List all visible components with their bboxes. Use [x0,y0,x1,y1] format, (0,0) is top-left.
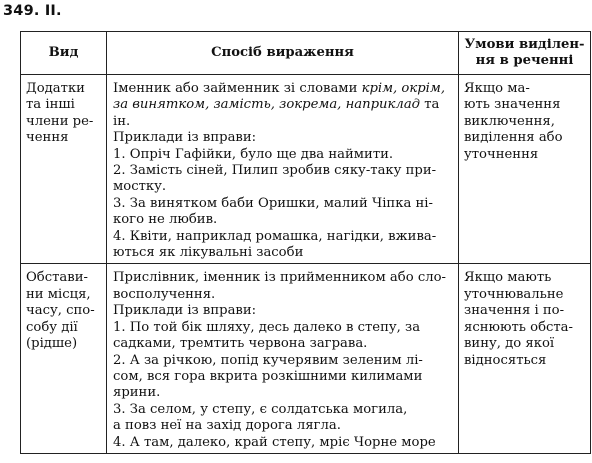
conditions-line: значення і по- [464,303,565,319]
conditions-line: уточнення [464,146,539,162]
header-conditions [459,32,591,75]
table-row [21,75,591,264]
examples-title: Приклади із вправи: [113,130,257,146]
kind-line: (рідше) [26,336,78,352]
example-line: 3. За винятком баби Оришки, малий Чіпка ні- [113,195,433,211]
conditions-line: відносяться [464,352,547,368]
header-kind: Вид [21,32,107,75]
conditions-line: уточнювальне [464,286,564,302]
example-line: сом, вся гора вкрита розкішними килимами [113,368,423,384]
method-keywords: за винятком, замість, зокрема, наприклад [113,97,421,113]
method-keywords: крім, окрім, [361,81,446,96]
example-line: ються як лікувальні засоби [113,245,304,261]
conditions-line: Якщо ма- [464,81,530,96]
example-line: 4. Квіти, наприклад ромашка, нагідки, вжива- [113,228,437,244]
header-method: Спосіб вираження [107,32,459,75]
kind-line: та інші [26,97,75,113]
conditions-cell [459,264,591,453]
table-header-row [21,32,591,75]
kind-line: чення [26,130,69,146]
method-line: восполучення. [113,286,216,302]
method-line: Прислівник, іменник із прийменником або сло- [113,270,446,286]
kind-line: Додатки [26,81,85,96]
conditions-line: вину, до якої [464,336,555,352]
example-line: садками, тремтить червона заграва. [113,336,368,352]
header-conditions-line: ня в реченні [475,53,574,68]
conditions-line: виключення, [464,113,555,129]
example-line: 1. Опріч Гафійки, було ще два наймити. [113,146,394,162]
example-line: а повз неї на захід дорога лягла. [113,418,341,434]
kind-line: Обстави- [26,270,88,286]
method-line [113,97,454,113]
conditions-line: виділення або [464,130,563,146]
examples-title: Приклади із вправи: [113,303,257,319]
exercise-number: 349. ІІ. [3,3,62,19]
method-line: ін. [113,113,131,129]
expression-table [20,31,591,454]
method-text: та [420,97,440,113]
conditions-line: яснюють обста- [464,319,574,335]
example-line: 3. За селом, у степу, є солдатська могила, [113,401,408,417]
method-cell [107,75,459,264]
example-line: ярини. [113,385,161,401]
method-cell [107,264,459,453]
example-line: мостку. [113,179,167,195]
conditions-cell [459,75,591,264]
kind-line: члени ре- [26,113,94,129]
header-conditions-line: Умови виділен- [464,36,585,52]
example-line: 1. По той бік шляху, десь далеко в степу, за [113,319,421,335]
kind-cell [21,75,107,264]
example-line: 2. А за річкою, попід кучерявим зеленим лі- [113,352,423,368]
example-line: 4. А там, далеко, край степу, мріє Чорне море [113,434,436,450]
example-line: кого не любив. [113,212,218,228]
method-line [113,81,454,97]
conditions-line: Якщо мають [464,270,552,286]
conditions-line: ють значення [464,97,561,113]
example-line: 2. Замість сіней, Пилип зробив сяку-таку при- [113,163,437,179]
kind-line: ни місця, [26,286,91,302]
table-row [21,264,591,453]
kind-line: часу, спо- [26,303,95,319]
kind-cell [21,264,107,453]
kind-line: собу дії [26,319,78,335]
method-text: Іменник або займенник зі словами [113,81,362,96]
